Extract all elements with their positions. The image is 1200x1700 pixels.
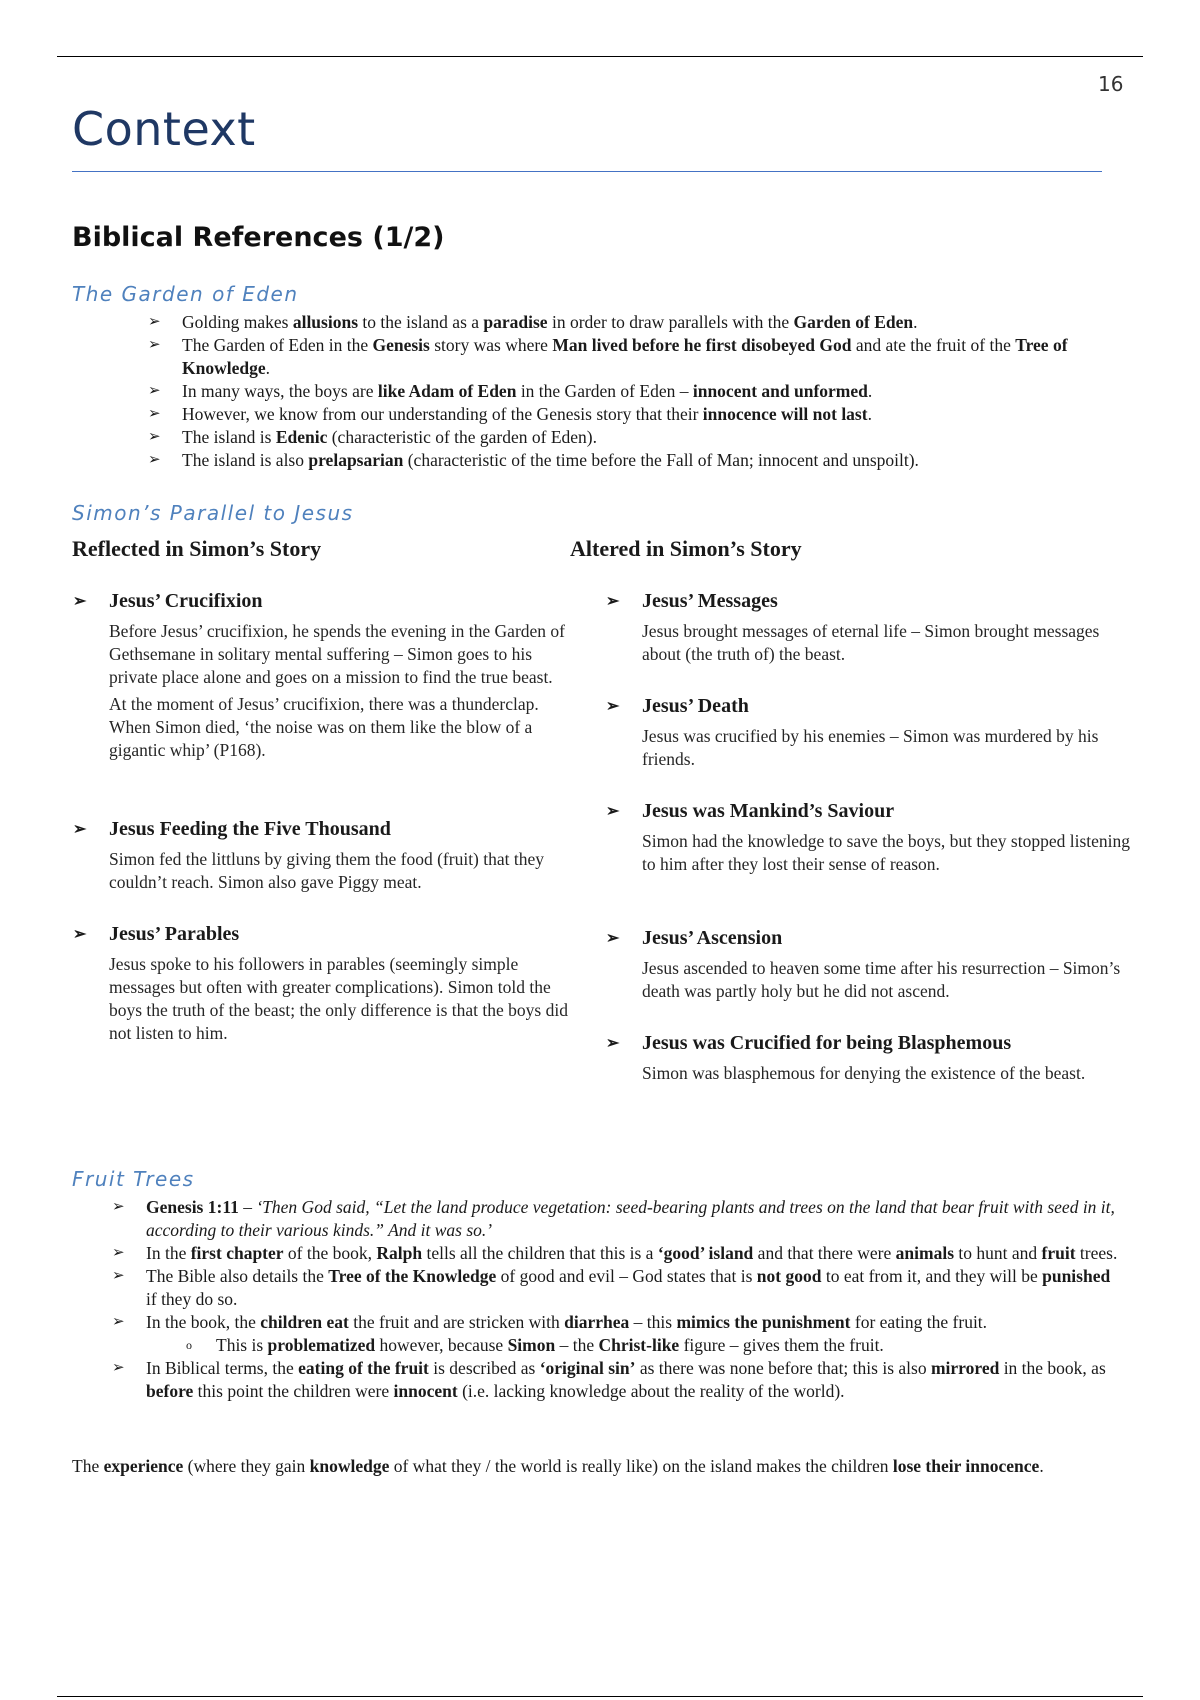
emphasis-text: children eat <box>260 1312 349 1332</box>
header-rule <box>57 56 1143 57</box>
emphasis-text: Ralph <box>376 1243 423 1263</box>
fruit-trees-list <box>112 1196 1122 1403</box>
emphasis-text: fruit <box>1041 1243 1076 1263</box>
emphasis-text: innocence will not last <box>702 404 868 424</box>
emphasis-text: eating of the fruit <box>298 1358 429 1378</box>
bullet-text: This is problematized however, because Simon – the Christ-like figure – gives them the fruit. <box>216 1335 884 1355</box>
emphasis-text: first chapter <box>190 1243 284 1263</box>
emphasis-text: like Adam of Eden <box>377 381 517 401</box>
bullet-text: Golding makes allusions to the island as a paradise in order to draw parallels with the Garden of Eden. <box>182 312 918 332</box>
bullet-text: However, we know from our understanding of the Genesis story that their innocence will not last. <box>182 404 872 424</box>
item-paragraph: Simon fed the littluns by giving them the food (fruit) that they couldn’t reach. Simon also gave Piggy meat. <box>109 849 545 892</box>
emphasis-text: Christ-like <box>598 1335 680 1355</box>
list-item <box>112 1242 1122 1265</box>
page-number: 16 <box>1098 72 1124 96</box>
altered-column-heading: Altered in Simon’s Story <box>570 536 802 561</box>
emphasis-text: Edenic <box>275 427 328 447</box>
bullet-arrow-icon: ➢ <box>112 1268 125 1284</box>
bullet-text: The Garden of Eden in the Genesis story was where Man lived before he first disobeyed God and ate the fruit of the Tree of Knowledge. <box>182 335 1068 378</box>
list-item <box>112 1357 1122 1403</box>
item-paragraph: Before Jesus’ crucifixion, he spends the evening in the Garden of Gethsemane in solitary mental suffering – Simon goes to his private place alone and goes on a mission to find the true beast. <box>109 621 565 687</box>
item-paragraph: At the moment of Jesus’ crucifixion, there was a thunderclap. When Simon died, ‘the noise was on them like the blow of a gigantic whip’ (P168). <box>109 694 539 760</box>
altered-item-death <box>606 693 1132 771</box>
item-paragraph: Jesus ascended to heaven some time after his resurrection – Simon’s death was partly holy but he did not ascend. <box>642 958 1121 1001</box>
bullet-arrow-icon: ➢ <box>148 429 161 445</box>
bullet-text: In many ways, the boys are like Adam of Eden in the Garden of Eden – innocent and unformed. <box>182 381 873 401</box>
list-item <box>148 334 1122 380</box>
bullet-arrow-icon: ➢ <box>112 1360 125 1376</box>
page-title: Context <box>72 102 256 156</box>
altered-item-blasphemous <box>606 1030 1132 1085</box>
item-title <box>606 693 1132 719</box>
bullet-text: In the first chapter of the book, Ralph tells all the children that this is a ‘good’ island and that there were animals to hunt and fruit trees. <box>146 1243 1118 1263</box>
list-item <box>112 1265 1122 1311</box>
sub-list-item <box>146 1334 1122 1357</box>
section-heading: Biblical References (1/2) <box>72 222 445 253</box>
emphasis-text: animals <box>895 1243 955 1263</box>
bullet-arrow-icon: ➢ <box>112 1245 125 1261</box>
reflected-column-heading: Reflected in Simon’s Story <box>72 536 322 561</box>
item-title <box>606 925 1132 951</box>
emphasis-text: punished <box>1042 1266 1111 1286</box>
emphasis-text: Genesis <box>372 335 430 355</box>
circle-bullet-icon: o <box>186 1338 192 1352</box>
list-item <box>148 426 1122 449</box>
emphasis-text: ‘good’ island <box>657 1243 754 1263</box>
item-paragraph: Jesus was crucified by his enemies – Simon was murdered by his friends. <box>642 726 1099 769</box>
altered-item-messages <box>606 588 1132 666</box>
simon-parallel-heading: Simon’s Parallel to Jesus <box>72 501 354 525</box>
emphasis-text: before <box>146 1381 194 1401</box>
item-title-text: Jesus Feeding the Five Thousand <box>109 818 391 840</box>
item-title <box>606 798 1132 824</box>
item-title-text: Jesus was Crucified for being Blasphemous <box>642 1032 1012 1054</box>
item-title-text: Jesus’ Crucifixion <box>109 590 263 612</box>
list-item <box>148 449 1122 472</box>
item-title-text: Jesus’ Death <box>642 695 749 717</box>
emphasis-text: diarrhea <box>564 1312 630 1332</box>
bullet-text: In the book, the children eat the fruit and are stricken with diarrhea – this mimics the punishment for eating the fruit. <box>146 1312 988 1332</box>
item-title <box>73 588 579 614</box>
emphasis-text: allusions <box>292 312 359 332</box>
genesis-quote: ‘Then God said, “Let the land produce vegetation: seed-bearing plants and trees on the land that bear fruit with seed in it, according to their various kinds.” And it was so.’ <box>146 1197 1115 1240</box>
list-item <box>148 311 1122 334</box>
item-title <box>606 1030 1132 1056</box>
emphasis-text: innocent and unformed <box>692 381 868 401</box>
reflected-item-parables <box>73 921 579 1045</box>
bullet-arrow-icon: ➢ <box>148 337 161 353</box>
item-title-text: Jesus was Mankind’s Saviour <box>642 800 895 822</box>
item-paragraph: Simon was blasphemous for denying the existence of the beast. <box>642 1063 1086 1083</box>
emphasis-text: lose their innocence <box>892 1456 1040 1476</box>
item-title <box>606 588 1132 614</box>
title-underline <box>72 171 1102 172</box>
altered-item-ascension <box>606 925 1132 1003</box>
emphasis-text: mirrored <box>930 1358 1000 1378</box>
item-paragraph: Jesus spoke to his followers in parables (seemingly simple messages but often with greater complications). Simon told the boys the truth of the beast; the only difference is that the boys did not listen to him. <box>109 954 568 1043</box>
emphasis-text: Garden of Eden <box>793 312 914 332</box>
bullet-arrow-icon: ➢ <box>73 926 87 943</box>
closing-paragraph: The experience (where they gain knowledge of what they / the world is really like) on the island makes the children lose their innocence. <box>72 1456 1044 1476</box>
list-item <box>148 380 1122 403</box>
altered-item-saviour <box>606 798 1132 876</box>
emphasis-text: Simon <box>507 1335 556 1355</box>
garden-of-eden-heading: The Garden of Eden <box>72 282 299 306</box>
bullet-arrow-icon: ➢ <box>606 930 620 947</box>
item-title-text: Jesus’ Messages <box>642 590 778 612</box>
bullet-arrow-icon: ➢ <box>606 1035 620 1052</box>
bullet-text: In Biblical terms, the eating of the fruit is described as ‘original sin’ as there was none before that; this is also mirrored in the book, as before this point the children were innocent (i.e. lacking knowledge about the reality of the world). <box>146 1358 1106 1401</box>
emphasis-text: mimics the punishment <box>676 1312 851 1332</box>
item-paragraph: Jesus brought messages of eternal life – Simon brought messages about (the truth of) the beast. <box>642 621 1100 664</box>
bullet-arrow-icon: ➢ <box>112 1199 125 1215</box>
genesis-dash: – <box>238 1197 257 1217</box>
emphasis-text: experience <box>103 1456 184 1476</box>
reflected-item-feeding <box>73 816 579 894</box>
bullet-arrow-icon: ➢ <box>112 1314 125 1330</box>
item-title-text: Jesus’ Ascension <box>642 927 783 949</box>
emphasis-text: innocent <box>393 1381 458 1401</box>
list-item <box>112 1196 1122 1242</box>
genesis-reference: Genesis 1:11 <box>146 1197 239 1217</box>
list-item <box>112 1311 1122 1334</box>
bullet-text: The Bible also details the Tree of the Knowledge of good and evil – God states that is not good to eat from it, and they will be punished if they do so. <box>146 1266 1111 1309</box>
emphasis-text: not good <box>756 1266 822 1286</box>
emphasis-text: problematized <box>267 1335 376 1355</box>
emphasis-text: Tree of Knowledge <box>182 335 1068 378</box>
emphasis-text: Tree of the Knowledge <box>328 1266 497 1286</box>
fruit-trees-heading: Fruit Trees <box>72 1167 195 1191</box>
emphasis-text: knowledge <box>309 1456 390 1476</box>
list-item <box>148 403 1122 426</box>
bullet-arrow-icon: ➢ <box>606 593 620 610</box>
item-paragraph: Simon had the knowledge to save the boys, but they stopped listening to him after they lost their sense of reason. <box>642 831 1130 874</box>
emphasis-text: Man lived before he first disobeyed God <box>552 335 852 355</box>
bullet-arrow-icon: ➢ <box>148 314 161 330</box>
emphasis-text: paradise <box>483 312 548 332</box>
emphasis-text: prelapsarian <box>308 450 404 470</box>
bullet-arrow-icon: ➢ <box>73 821 87 838</box>
reflected-item-crucifixion <box>73 588 579 762</box>
bullet-arrow-icon: ➢ <box>148 452 161 468</box>
bullet-text: The island is also prelapsarian (characteristic of the time before the Fall of Man; innocent and unspoilt). <box>182 450 919 470</box>
bullet-arrow-icon: ➢ <box>606 803 620 820</box>
emphasis-text: ‘original sin’ <box>539 1358 636 1378</box>
item-title <box>73 816 579 842</box>
item-title <box>73 921 579 947</box>
bullet-arrow-icon: ➢ <box>606 698 620 715</box>
bullet-arrow-icon: ➢ <box>73 593 87 610</box>
bullet-arrow-icon: ➢ <box>148 406 161 422</box>
bullet-arrow-icon: ➢ <box>148 383 161 399</box>
item-title-text: Jesus’ Parables <box>109 923 240 945</box>
footer-rule <box>57 1696 1143 1697</box>
bullet-text: The island is Edenic (characteristic of the garden of Eden). <box>182 427 598 447</box>
garden-of-eden-list <box>148 311 1122 472</box>
